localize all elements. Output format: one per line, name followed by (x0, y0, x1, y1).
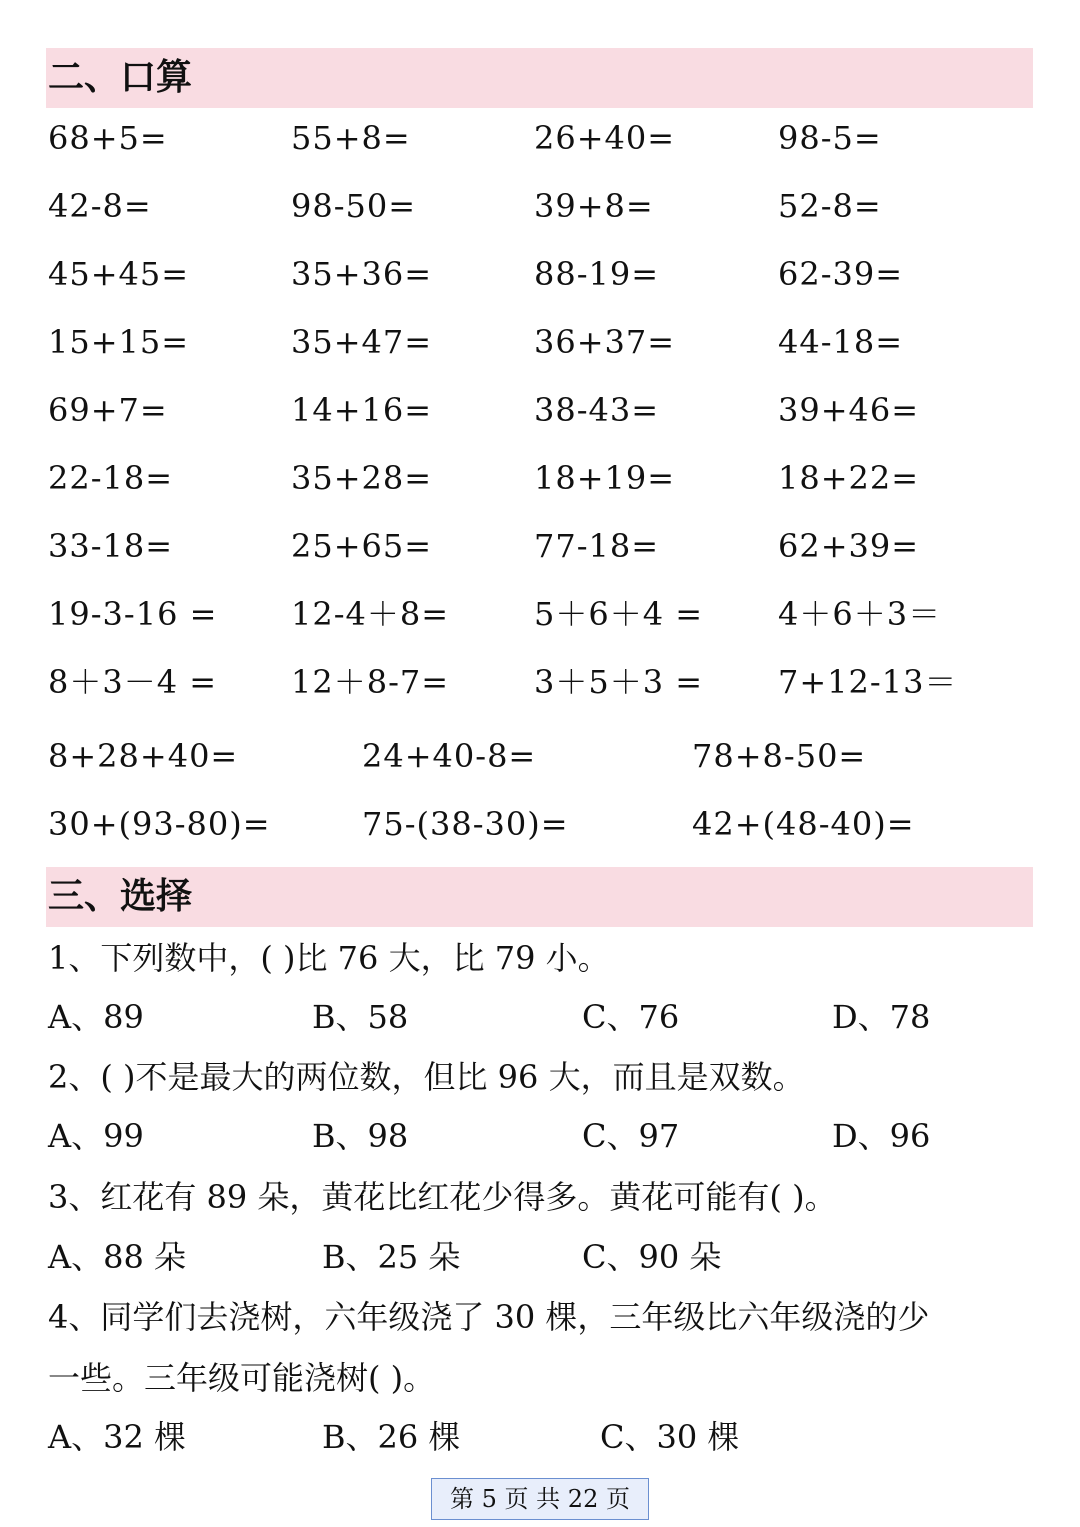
calc-row (48, 444, 1008, 512)
calc-item: 8＋3－4 = (48, 663, 218, 701)
calc-row (48, 308, 1008, 376)
question-4-text-line-2: 一些。三年级可能浇树( )。 (48, 1359, 436, 1397)
calc-item: 14+16= (291, 391, 433, 429)
calc-item: 88-19= (534, 255, 660, 293)
calc-row (48, 722, 1008, 790)
calc-item: 42-8= (48, 187, 152, 225)
q2-option-b: B、98 (312, 1117, 409, 1155)
calc-item: 38-43= (534, 391, 660, 429)
calc-row (48, 648, 1008, 716)
calc-item: 8+28+40= (48, 737, 239, 775)
calc-item: 52-8= (778, 187, 882, 225)
section-header-oral-calc (46, 48, 1033, 108)
q1-option-b: B、58 (312, 998, 409, 1036)
calc-item: 15+15= (48, 323, 190, 361)
calc-item: 68+5= (48, 119, 168, 157)
calc-item: 4＋6＋3＝ (778, 595, 942, 633)
calc-row (48, 240, 1008, 308)
q1-option-d: D、78 (832, 998, 931, 1036)
q2-option-c: C、97 (582, 1117, 680, 1155)
question-3-text: 3、红花有 89 朵，黄花比红花少得多。黄花可能有( )。 (48, 1178, 837, 1216)
q3-option-a: A、88 朵 (48, 1238, 187, 1276)
calc-row (48, 104, 1008, 172)
calc-row (48, 580, 1008, 648)
calc-item: 30+(93-80)= (48, 805, 271, 843)
calc-item: 18+19= (534, 459, 676, 497)
q1-option-c: C、76 (582, 998, 680, 1036)
page-number-indicator (431, 1478, 649, 1520)
q4-option-a: A、32 棵 (48, 1418, 187, 1456)
page-number-label: 第 5 页 共 22 页 (450, 1485, 630, 1513)
calc-item: 39+8= (534, 187, 654, 225)
calc-row (48, 172, 1008, 240)
q4-option-b: B、26 棵 (322, 1418, 461, 1456)
calc-item: 36+37= (534, 323, 676, 361)
question-1-text: 1、下列数中，( )比 76 大，比 79 小。 (48, 939, 610, 977)
calc-row (48, 512, 1008, 580)
q3-option-b: B、25 朵 (322, 1238, 461, 1276)
calc-item: 62+39= (778, 527, 920, 565)
calc-item: 35+36= (291, 255, 433, 293)
calc-item: 35+28= (291, 459, 433, 497)
question-4-text-line-1: 4、同学们去浇树，六年级浇了 30 棵，三年级比六年级浇的少 (48, 1298, 930, 1336)
calc-item: 44-18= (778, 323, 904, 361)
calc-item: 69+7= (48, 391, 168, 429)
calc-item: 22-18= (48, 459, 174, 497)
q1-option-a: A、89 (48, 998, 144, 1036)
section-title: 三、选择 (48, 876, 193, 917)
calc-item: 98-5= (778, 119, 882, 157)
calc-item: 39+46= (778, 391, 920, 429)
calc-item: 78+8-50= (692, 737, 867, 775)
calc-row (48, 790, 1008, 858)
calc-item: 5＋6＋4 = (534, 595, 704, 633)
calc-item: 3＋5＋3 = (534, 663, 704, 701)
calc-item: 98-50= (291, 187, 417, 225)
calc-item: 18+22= (778, 459, 920, 497)
calc-item: 33-18= (48, 527, 174, 565)
calc-item: 35+47= (291, 323, 433, 361)
calc-item: 12＋8-7= (291, 663, 450, 701)
calc-item: 75-(38-30)= (362, 805, 569, 843)
calc-item: 7+12-13＝ (778, 663, 958, 701)
calc-item: 42+(48-40)= (692, 805, 915, 843)
oral-calc-grid (48, 104, 1008, 858)
calc-item: 12-4＋8= (291, 595, 450, 633)
q2-option-d: D、96 (832, 1117, 931, 1155)
calc-item: 62-39= (778, 255, 904, 293)
section-header-choice (46, 867, 1033, 927)
calc-item: 26+40= (534, 119, 676, 157)
q2-option-a: A、99 (48, 1117, 144, 1155)
q3-option-c: C、90 朵 (582, 1238, 722, 1276)
calc-item: 77-18= (534, 527, 660, 565)
section-title: 二、口算 (48, 57, 193, 98)
calc-item: 19-3-16 = (48, 595, 218, 633)
calc-item: 25+65= (291, 527, 433, 565)
calc-item: 55+8= (291, 119, 411, 157)
calc-item: 45+45= (48, 255, 190, 293)
calc-row (48, 376, 1008, 444)
calc-item: 24+40-8= (362, 737, 537, 775)
q4-option-c: C、30 棵 (600, 1418, 740, 1456)
question-2-text: 2、( )不是最大的两位数，但比 96 大，而且是双数。 (48, 1058, 805, 1096)
